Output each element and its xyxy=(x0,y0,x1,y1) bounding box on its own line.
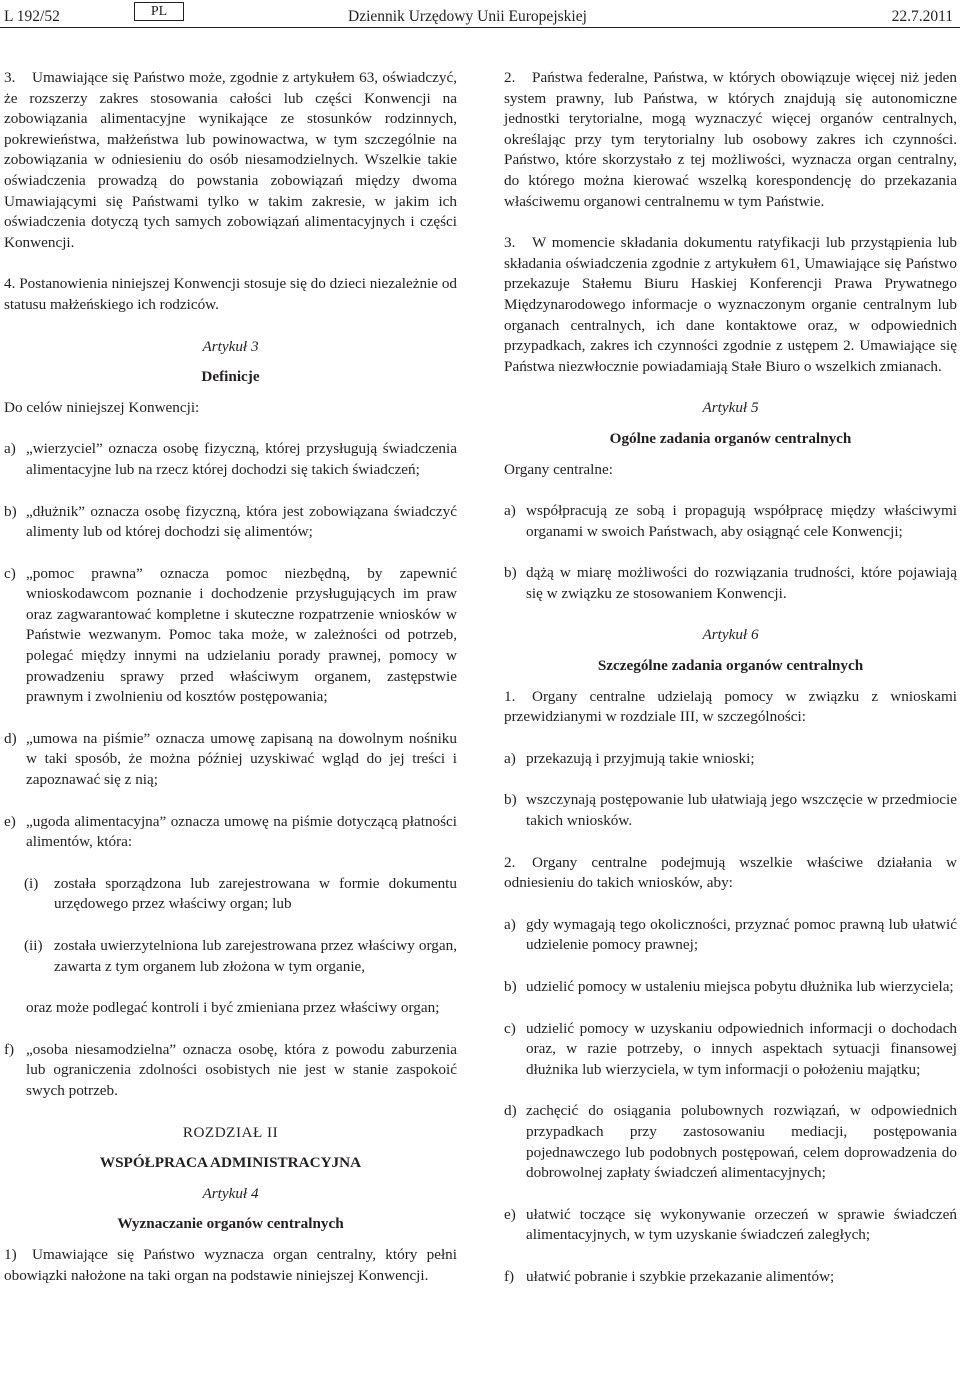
sub-item-text: została uwierzytelniona lub zarejestrowana przez właściwy organ, zawarta z tym organem lub złożona w tym organie, xyxy=(54,937,457,975)
chapter-heading xyxy=(4,1123,457,1174)
article-5-heading xyxy=(504,398,957,449)
page-reference: L 192/52 xyxy=(4,8,60,25)
header-rule xyxy=(0,27,960,28)
article-6-heading xyxy=(504,625,957,676)
article-number: Artykuł 4 xyxy=(202,1184,259,1202)
paragraph-number: 1. xyxy=(504,687,516,705)
paragraph-4 xyxy=(4,274,457,315)
item-text: ułatwić pobranie i szybkie przekazanie alimentów; xyxy=(526,1267,835,1285)
article-title: Szczególne zadania organów centralnych xyxy=(597,657,864,675)
definition-item xyxy=(4,729,457,791)
chapter-number: ROZDZIAŁ II xyxy=(182,1123,279,1141)
sub-item xyxy=(4,874,457,915)
article-title: Definicje xyxy=(201,368,260,386)
definition-item xyxy=(4,502,457,543)
item-text: gdy wymagają tego okoliczności, przyznać pomoc prawną lub ułatwić udzielenie pomocy prawnej; xyxy=(526,915,957,954)
item-label: d) xyxy=(504,1102,517,1120)
item-label: a) xyxy=(504,502,516,520)
item-text: „osoba niesamodzielna” oznacza osobę, która z powodu zaburzenia lub ograniczenia zdolności osobistych nie jest w stanie zaspokoić swych potrzeb. xyxy=(26,1040,457,1099)
item-label: d) xyxy=(4,729,17,747)
article-number: Artykuł 5 xyxy=(702,399,759,417)
article-number: Artykuł 3 xyxy=(202,337,259,355)
list-item xyxy=(504,501,957,542)
item-label: e) xyxy=(4,812,16,830)
paragraph-2 xyxy=(504,68,957,212)
item-text: dążą w miarę możliwości do rozwiązania trudności, które pojawiają się w związku ze stosowaniem Konwencji. xyxy=(526,564,957,602)
list-item xyxy=(504,563,957,604)
item-text: współpracują ze sobą i propagują współpracę między właściwymi organami w swoich Państwach, aby osiągnąć cele Konwencji; xyxy=(526,502,957,540)
item-label: b) xyxy=(504,564,517,582)
item-label: f) xyxy=(4,1040,15,1058)
paragraph-text: Państwa federalne, Państwa, w których obowiązuje więcej niż jeden system prawny, lub Państwa, w których znajdują się autonomiczne jednostki terytorialne, mogą wyznaczyć więcej organów centralnych, określając przy tym terytorialny lub osobowy zakres ich czynności. Państwo, które skorzystało z tej możliwości, wyznacza organ centralny, do którego można kierować wszelką korespondencję do przekazania właściwemu organowi centralnemu w tym Państwie. xyxy=(504,69,957,210)
list-item xyxy=(504,790,957,831)
item-label: e) xyxy=(504,1205,516,1223)
article-number: Artykuł 6 xyxy=(702,626,759,644)
page-header xyxy=(0,0,960,30)
list-item xyxy=(504,749,957,770)
article-title: Ogólne zadania organów centralnych xyxy=(609,429,852,447)
paragraph-number: 4. xyxy=(4,275,16,293)
article-6-paragraph-1 xyxy=(504,687,957,728)
item-label: a) xyxy=(504,749,516,767)
item-text: wszczynają postępowanie lub ułatwiają jego wszczęcie w przedmiocie takich wniosków. xyxy=(526,791,957,830)
definition-item xyxy=(4,564,457,708)
item-label: c) xyxy=(504,1019,516,1037)
article-intro: Do celów niniejszej Konwencji: xyxy=(4,398,200,416)
item-label: f) xyxy=(504,1267,515,1285)
item-text: udzielić pomocy w uzyskaniu odpowiednich informacji o dochodach oraz, w razie potrzeby, o innych aspektach sytuacji finansowej dłużnika lub wierzyciela, w tym informacji o położeniu majątku; xyxy=(526,1019,957,1078)
list-item xyxy=(504,1101,957,1183)
item-label: a) xyxy=(4,440,16,458)
item-label: a) xyxy=(504,915,516,933)
item-label: b) xyxy=(504,791,517,809)
definition-tail: oraz może podlegać kontroli i być zmieniana przez właściwy organ; xyxy=(26,999,440,1017)
item-label: b) xyxy=(4,502,17,520)
definition-item xyxy=(4,439,457,480)
item-text: „dłużnik” oznacza osobę fizyczną, która jest zobowiązana świadczyć alimenty lub od której dochodzi się alimentów; xyxy=(26,502,457,541)
paragraph-number: 1) xyxy=(4,1245,17,1263)
paragraph-text: Organy centralne udzielają pomocy w związku z wnioskami przewidzianymi w rozdziale III, w szczególności: xyxy=(504,687,957,726)
article-3-heading xyxy=(4,337,457,388)
list-item xyxy=(504,977,957,998)
item-text: „wierzyciel” oznacza osobę fizyczną, której przysługują świadczenia alimentacyjne lub na rzecz której dochodzi się takich świadczeń; xyxy=(26,440,457,478)
chapter-title: WSPÓŁPRACA ADMINISTRACYJNA xyxy=(99,1154,362,1172)
article-title: Wyznaczanie organów centralnych xyxy=(117,1215,344,1233)
paragraph-number: 3. xyxy=(4,69,16,86)
paragraph-number: 3. xyxy=(504,234,516,252)
paragraph-text: Postanowienia niniejszej Konwencji stosuje się do dzieci niezależnie od statusu małżeńskiego ich rodziców. xyxy=(4,275,458,313)
sub-item-text: została sporządzona lub zarejestrowana w formie dokumentu urzędowego przez właściwy organ; lub xyxy=(54,874,457,913)
paragraph-number: 2. xyxy=(504,853,516,871)
list-item xyxy=(504,915,957,956)
sub-item-label: (ii) xyxy=(24,937,43,954)
paragraph-text: Umawiające się Państwo wyznacza organ centralny, który pełni obowiązki nałożone na taki organ na podstawie niniejszej Konwencji. xyxy=(4,1245,457,1284)
left-column xyxy=(4,68,457,1286)
sub-item-label: (i) xyxy=(24,874,39,892)
definition-item xyxy=(4,812,457,853)
item-text: zachęcić do osiągania polubownych rozwiązań, w odpowiednich przypadkach przy zastosowaniu mediacji, postępowania pojednawczego lub podobnych postępowań, celem doprowadzenia do dobrowolnej zapłaty świadczeń alimentacyjnych; xyxy=(526,1102,957,1182)
paragraph-text: Organy centralne podejmują wszelkie właściwe działania w odniesieniu do takich wniosków, aby: xyxy=(504,853,957,892)
sub-item xyxy=(4,936,457,977)
article-intro: Organy centralne: xyxy=(504,460,613,478)
paragraph-text: Umawiające się Państwo może, zgodnie z artykułem 63, oświadczyć, że rozszerzy zakres stosowania całości lub części Konwencji na zobowiązania alimentacyjne wynikające ze stosunków rodzinnych, pokrewieństwa, małżeństwa lub powinowactwa, w tym szczególnie na zobowiązania w odniesieniu do osób niesamodzielnych. Wszelkie takie oświadczenia prowadzą do powstania zobowiązań między dwoma Umawiającymi się Państwami tylko w takim zakresie, w jakim ich oświadczenia dotyczą tych samych zobowiązań alimentacyjnych i części Konwencji. xyxy=(4,69,457,251)
journal-title: Dziennik Urzędowy Unii Europejskiej xyxy=(348,8,587,25)
item-text: udzielić pomocy w ustaleniu miejsca pobytu dłużnika lub wierzyciela; xyxy=(526,978,954,995)
article-4-paragraph-1 xyxy=(4,1245,457,1286)
right-column xyxy=(504,68,957,1288)
list-item xyxy=(504,1019,957,1081)
item-text: „umowa na piśmie” oznacza umowę zapisaną na dowolnym nośniku w taki sposób, że można później uzyskiwać wgląd do jej treści i zapoznawać się z nią; xyxy=(26,729,457,789)
definition-item xyxy=(4,1040,457,1102)
item-label: c) xyxy=(4,564,16,582)
list-item xyxy=(504,1205,957,1246)
list-item xyxy=(504,1267,957,1288)
article-4-heading xyxy=(4,1184,457,1235)
paragraph-3 xyxy=(4,68,457,253)
paragraph-3 xyxy=(504,233,957,377)
item-text: „pomoc prawna” oznacza pomoc niezbędną, by zapewnić wnioskodawcom poznanie i dochodzenie przysługujących im praw oraz zagwarantować kompletne i skuteczne rozpatrzenie wniosków w Państwie wezwanym. Pomoc taka może, w zależności od potrzeb, polegać między innymi na udzielaniu porady prawnej, pomocy w prowadzeniu sprawy przed właściwym organem, zastępstwie prawnym i zwolnieniu od kosztów postępowania; xyxy=(26,564,457,706)
article-6-paragraph-2 xyxy=(504,853,957,894)
item-text: przekazują i przyjmują takie wnioski; xyxy=(526,749,755,767)
item-label: b) xyxy=(504,978,517,995)
publication-date: 22.7.2011 xyxy=(891,8,953,25)
paragraph-number: 2. xyxy=(504,69,516,86)
item-text: ułatwić toczące się wykonywanie orzeczeń w sprawie świadczeń alimentacyjnych, w tym uzyskanie świadczeń zaległych; xyxy=(526,1205,957,1244)
paragraph-text: W momencie składania dokumentu ratyfikacji lub przystąpienia lub składania oświadczenia zgodnie z artykułem 61, Umawiające się Państwo przekazuje Stałemu Biuru Haskiej Konferencji Prawa Prywatnego Międzynarodowego informacje o wyznaczonym organie centralnym lub organach centralnych, ich dane kontaktowe oraz, w odpowiednich przypadkach, zakres ich czynności zgodnie z ustępem 2. Umawiające się Państwa niezwłocznie powiadamiają Stałe Biuro o wszelkich zmianach. xyxy=(504,234,957,375)
language-badge: PL xyxy=(134,2,184,21)
item-text: „ugoda alimentacyjna” oznacza umowę na piśmie dotyczącą płatności alimentów, która: xyxy=(26,812,457,851)
